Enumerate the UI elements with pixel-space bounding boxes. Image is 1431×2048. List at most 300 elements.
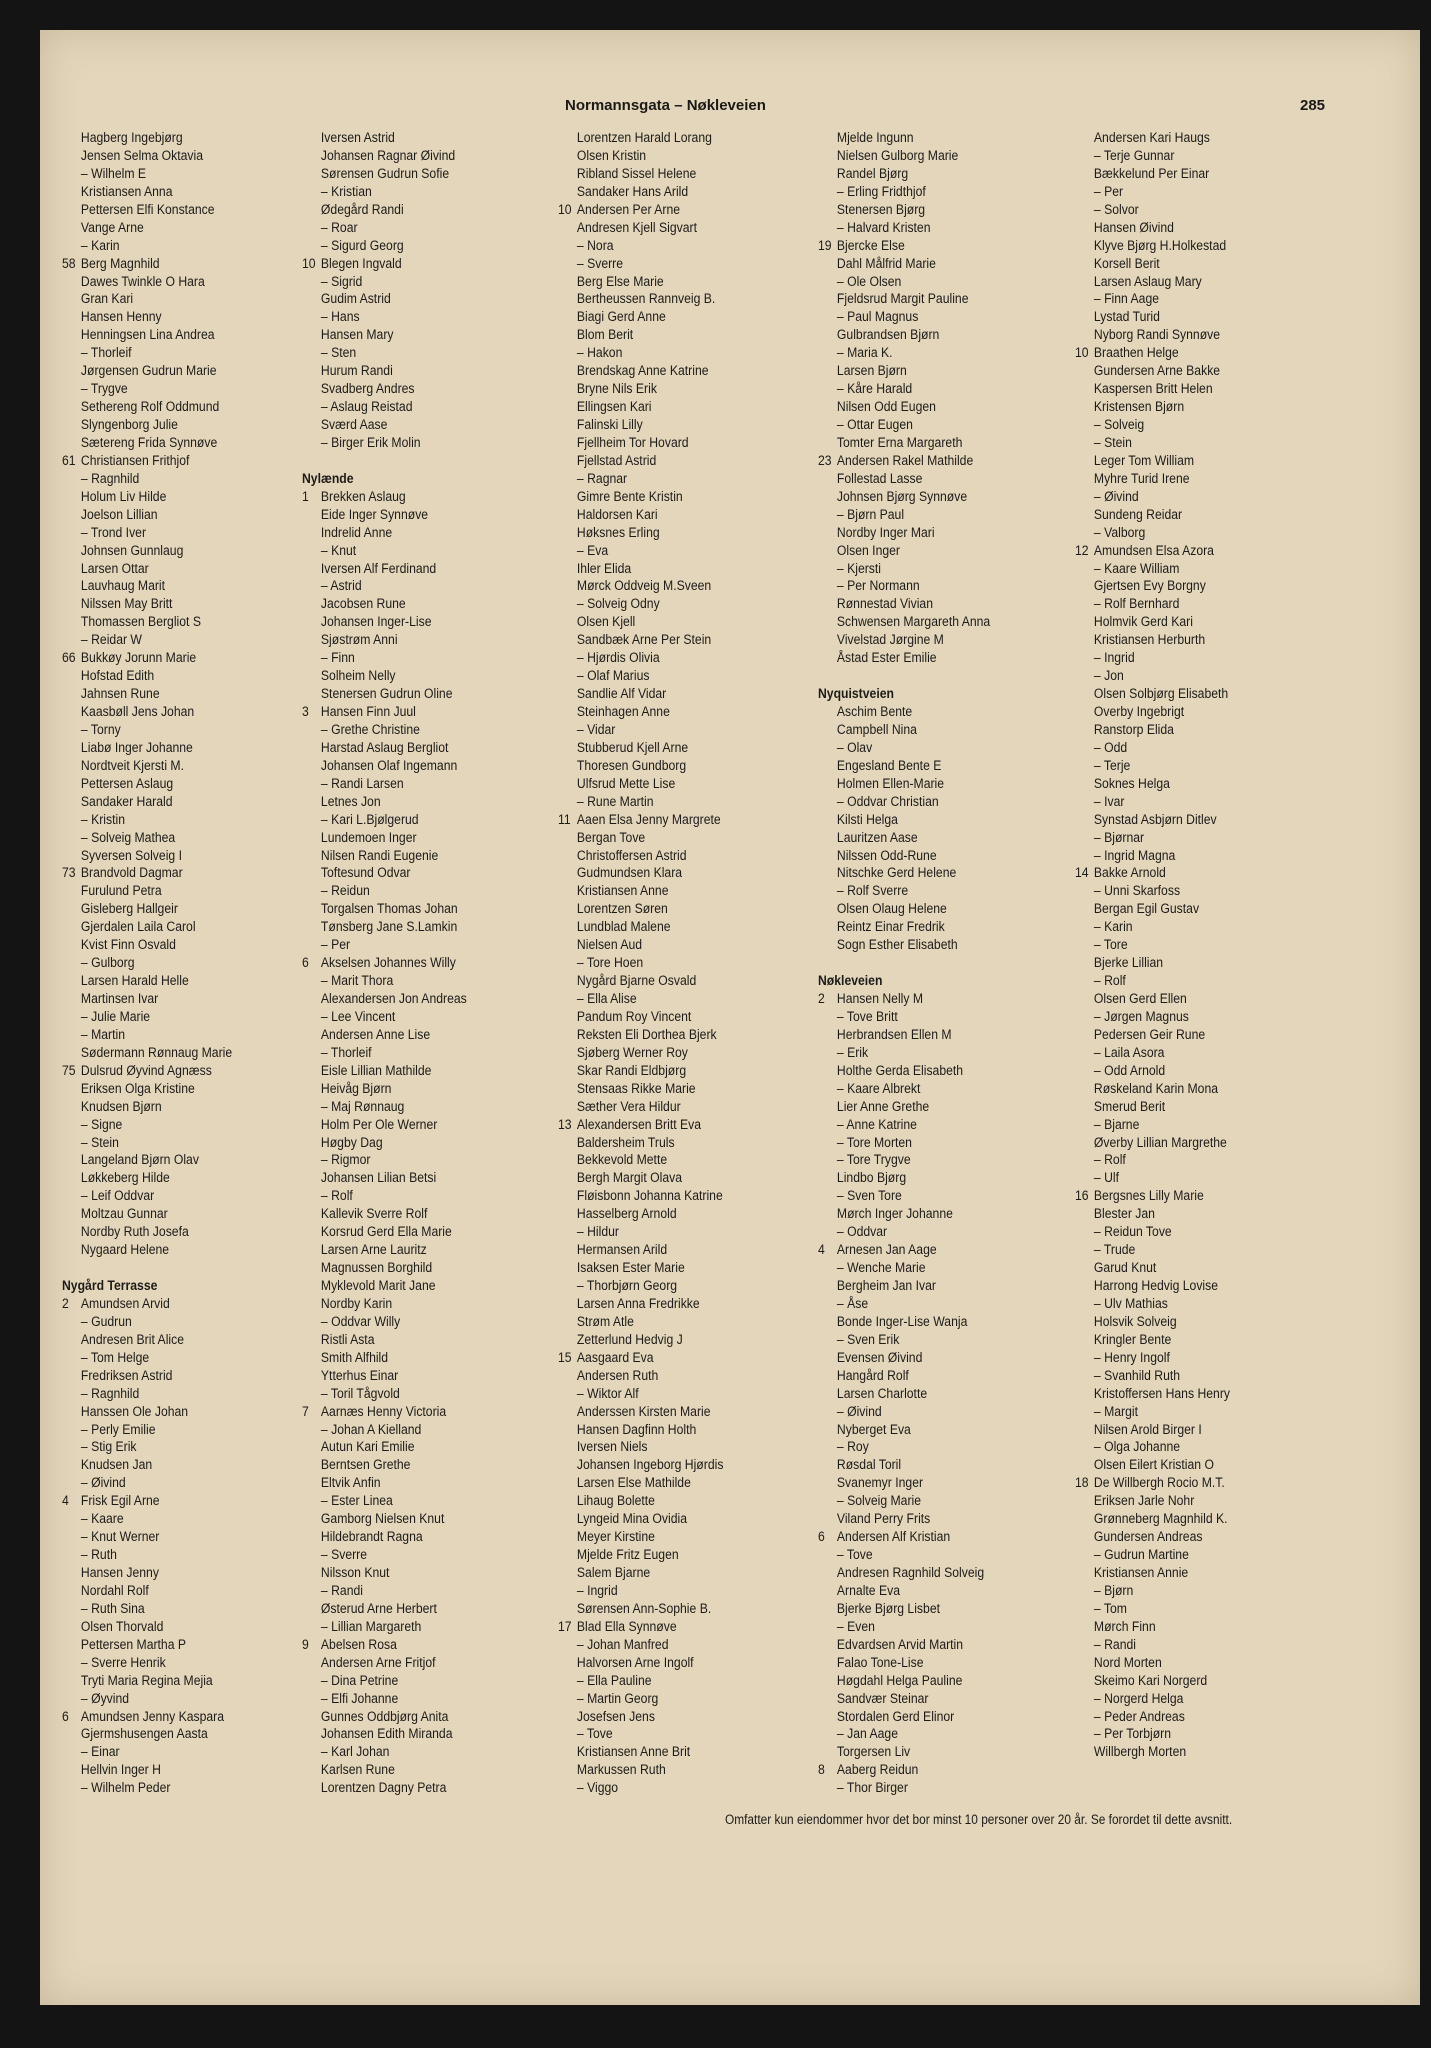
resident-name: Andresen Kjell Sigvart	[576, 219, 697, 236]
resident-name: Gundersen Arne Bakke	[1093, 363, 1221, 380]
resident-name: – Grethe Christine	[320, 721, 420, 738]
resident-name: Lundblad Malene	[576, 919, 671, 936]
resident-name: Gamborg Nielsen Knut	[320, 1511, 445, 1528]
resident-name: Akselsen Johannes Willy	[320, 955, 456, 972]
resident-name: Follestad Lasse	[836, 470, 923, 487]
resident-name: Halvorsen Arne Ingolf	[576, 1654, 694, 1671]
house-number: 6	[62, 1708, 69, 1725]
resident-name: – Birger Erik Molin	[320, 434, 421, 451]
resident-name: Reintz Einar Fredrik	[836, 919, 945, 936]
resident-name: – Peder Andreas	[1093, 1708, 1185, 1725]
resident-name: Lier Anne Grethe	[836, 1098, 930, 1115]
resident-name: Hellvin Inger H	[80, 1762, 161, 1779]
resident-name: Gundersen Andreas	[1093, 1529, 1203, 1546]
resident-name: Gran Kari	[80, 291, 134, 308]
resident-name: Joelson Lillian	[80, 506, 158, 523]
resident-name: – Stein	[80, 1134, 119, 1151]
resident-name: – Sverre	[576, 255, 624, 272]
resident-name: Nordby Ruth Josefa	[80, 1224, 189, 1241]
resident-name: Nitschke Gerd Helene	[836, 865, 957, 882]
house-number: 14	[1075, 865, 1089, 882]
resident-name: – Øyvind	[80, 1690, 130, 1707]
resident-name: – Ingrid	[576, 1582, 618, 1599]
resident-name: Olsen Inger	[836, 542, 900, 559]
resident-name: Andersen Ruth	[576, 1367, 659, 1384]
resident-name: – Sverre	[320, 1547, 368, 1564]
resident-name: Tomter Erna Margareth	[836, 434, 963, 451]
resident-name: – Vidar	[576, 721, 616, 738]
resident-name: Myhre Turid Irene	[1093, 470, 1190, 487]
resident-name: Bekkevold Mette	[576, 1152, 668, 1169]
resident-name: – Øivind	[80, 1475, 126, 1492]
resident-name: Sætereng Frida Synnøve	[80, 434, 218, 451]
page-title: Normannsgata – Nøkleveien	[565, 97, 766, 114]
resident-name: Sørensen Ann-Sophie B.	[576, 1600, 712, 1617]
resident-name: Jahnsen Rune	[80, 686, 160, 703]
resident-name: Larsen Ottar	[80, 560, 149, 577]
resident-name: Skar Randi Eldbjørg	[576, 1062, 687, 1079]
resident-name: – Tore	[1093, 937, 1128, 954]
resident-name: Ødegård Randi	[320, 201, 404, 218]
resident-name: – Laila Asora	[1093, 1044, 1165, 1061]
resident-name: Brekken Aslaug	[320, 488, 406, 505]
resident-name: Sandvær Steinar	[836, 1690, 929, 1707]
resident-name: Pettersen Aslaug	[80, 775, 174, 792]
resident-name: – Perly Emilie	[80, 1421, 156, 1438]
resident-name: Røsdal Toril	[836, 1457, 902, 1474]
resident-name: Larsen Arne Lauritz	[320, 1242, 427, 1259]
house-entry	[558, 812, 769, 830]
house-entry	[1075, 1475, 1286, 1493]
resident-name: Hanssen Ole Johan	[80, 1403, 189, 1420]
resident-name: – Tore Trygve	[836, 1152, 911, 1169]
resident-name: Biagi Gerd Anne	[576, 309, 666, 326]
resident-name: Sundeng Reidar	[1093, 506, 1183, 523]
resident-name: Eltvik Anfin	[320, 1475, 381, 1492]
resident-name: Aasgaard Eva	[576, 1349, 654, 1366]
resident-name: Åstad Ester Emilie	[836, 650, 937, 667]
house-number: 10	[558, 201, 572, 218]
house-entry	[1075, 1188, 1286, 1206]
resident-name: Andersen Alf Kristian	[836, 1529, 951, 1546]
resident-name: – Stig Erik	[80, 1439, 137, 1456]
resident-name: – Svanhild Ruth	[1093, 1367, 1181, 1384]
resident-name: Nilsen Odd Eugen	[836, 399, 936, 416]
resident-name: – Kristin	[80, 811, 125, 828]
resident-name: – Rolf Sverre	[836, 883, 909, 900]
resident-name: – Toril Tågvold	[320, 1385, 400, 1402]
resident-name: – Roar	[320, 219, 358, 236]
resident-name: – Ole Olsen	[836, 273, 902, 290]
resident-name: Kristensen Bjørn	[1093, 399, 1185, 416]
resident-name: – Oddvar Christian	[836, 793, 939, 810]
resident-name: Kaasbøll Jens Johan	[80, 704, 195, 720]
resident-name: Johnsen Bjørg Synnøve	[836, 488, 968, 505]
house-number: 2	[818, 991, 825, 1007]
resident-name: Overby Ingebrigt	[1093, 704, 1185, 720]
resident-name: Lorentzen Harald Lorang	[576, 130, 712, 146]
resident-name: Hagberg Ingebjørg	[80, 130, 183, 146]
house-number: 1	[302, 488, 309, 505]
resident-name: Hofstad Edith	[80, 668, 155, 685]
resident-name: – Solveig Mathea	[80, 829, 176, 846]
resident-name: Smerud Berit	[1093, 1098, 1166, 1115]
resident-name: Skeimo Kari Norgerd	[1093, 1672, 1208, 1689]
footnote: Omfatter kun eiendommer hvor det bor minst 10 personer over 20 år. Se forordet til dette avsnitt.	[725, 1812, 1233, 1827]
resident-name: – Karin	[1093, 919, 1133, 936]
resident-name: Eide Inger Synnøve	[320, 506, 429, 523]
resident-name: Jacobsen Rune	[320, 596, 406, 613]
resident-name: Pettersen Martha P	[80, 1636, 187, 1653]
resident-name: Bergan Tove	[576, 829, 646, 846]
resident-name: Nielsen Aud	[576, 937, 643, 954]
resident-name: Baldersheim Truls	[576, 1134, 675, 1151]
resident-name: Andersen Rakel Mathilde	[836, 452, 974, 469]
house-number: 61	[62, 452, 76, 469]
resident-name: – Rolf	[320, 1188, 353, 1205]
resident-name: – Roy	[836, 1439, 869, 1456]
resident-name: – Oddvar Willy	[320, 1313, 401, 1330]
house-entry	[302, 955, 513, 973]
resident-name: Meyer Kirstine	[576, 1529, 655, 1546]
house-number: 9	[302, 1636, 309, 1653]
resident-name: Vivelstad Jørgine M	[836, 632, 944, 649]
resident-name: – Anne Katrine	[836, 1116, 917, 1133]
resident-name: Edvardsen Arvid Martin	[836, 1636, 964, 1653]
resident-name: Indrelid Anne	[320, 524, 393, 541]
resident-name: – Valborg	[1093, 524, 1146, 541]
resident-name: – Rolf	[1093, 1152, 1126, 1169]
house-number: 4	[62, 1493, 69, 1510]
resident-name: Korsrud Gerd Ella Marie	[320, 1224, 452, 1241]
resident-name: Kristiansen Anne Brit	[576, 1744, 691, 1761]
resident-name: Olsen Kjell	[576, 614, 636, 631]
resident-name: Pettersen Elfi Konstance	[80, 201, 215, 218]
resident-name: – Ivar	[1093, 793, 1125, 810]
resident-name: Bryne Nils Erik	[576, 381, 657, 398]
resident-name: Hermansen Arild	[576, 1242, 668, 1259]
house-entry	[62, 453, 273, 471]
resident-name: Fløisbonn Johanna Katrine	[576, 1188, 723, 1205]
resident-name: Karlsen Rune	[320, 1762, 395, 1779]
resident-name: Strøm Atle	[576, 1313, 634, 1330]
resident-name: Bukkøy Jorunn Marie	[80, 650, 197, 667]
resident-name: Salem Bjarne	[576, 1565, 651, 1581]
resident-name: Stenersen Bjørg	[836, 201, 926, 218]
resident-name: Nordahl Rolf	[80, 1582, 149, 1599]
resident-name: Brendskag Anne Katrine	[576, 363, 709, 380]
resident-name: – Jan Aage	[836, 1726, 898, 1743]
directory-column-3	[558, 130, 803, 1798]
resident-name: Jensen Selma Oktavia	[80, 147, 203, 164]
resident-name: – Thorbjørn Georg	[576, 1278, 678, 1294]
resident-name: Gunnes Oddbjørg Anita	[320, 1708, 449, 1725]
resident-name: – Sven Tore	[836, 1188, 902, 1205]
resident-name: Nielsen Gulborg Marie	[836, 147, 959, 164]
resident-name: – Ulv Mathias	[1093, 1295, 1168, 1312]
house-entry	[302, 489, 513, 507]
resident-name: – Reidun Tove	[1093, 1224, 1172, 1241]
resident-name: – Reidun	[320, 883, 370, 900]
resident-name: Magnussen Borghild	[320, 1260, 433, 1277]
directory-column-5	[1075, 130, 1320, 1762]
resident-name: Larsen Anna Fredrikke	[576, 1295, 700, 1312]
resident-name: – Jon	[1093, 668, 1124, 685]
resident-name: Solheim Nelly	[320, 668, 396, 685]
resident-name: Nilssen Odd-Rune	[836, 847, 937, 864]
resident-name: Kallevik Sverre Rolf	[320, 1206, 428, 1223]
resident-name: Røskeland Karin Mona	[1093, 1080, 1219, 1097]
resident-name: Martinsen Ivar	[80, 991, 159, 1007]
resident-name: Høgby Dag	[320, 1134, 383, 1151]
blank-line	[302, 453, 513, 471]
resident-name: Bjercke Else	[836, 237, 905, 254]
resident-name: Lyngeid Mina Ovidia	[576, 1511, 688, 1528]
resident-name: Thoresen Gundborg	[576, 757, 687, 774]
resident-name: Harstad Aslaug Bergliot	[320, 739, 449, 756]
resident-name: Willbergh Morten	[1093, 1744, 1187, 1761]
resident-name: – Johan A Kielland	[320, 1421, 422, 1438]
resident-name: – Åse	[836, 1295, 869, 1312]
resident-name: Svadberg Andres	[320, 381, 415, 398]
resident-name: Nygård Bjarne Osvald	[576, 973, 697, 990]
resident-name: Hurum Randi	[320, 363, 393, 380]
resident-name: Johansen Inger-Lise	[320, 614, 432, 631]
house-number: 10	[1075, 345, 1089, 362]
resident-name: Bertheussen Rannveig B.	[576, 291, 716, 308]
resident-name: Furulund Petra	[80, 883, 162, 900]
resident-name: Amundsen Arvid	[80, 1295, 170, 1312]
resident-name: Dahl Målfrid Marie	[836, 255, 936, 272]
resident-name: Gudim Astrid	[320, 291, 391, 308]
resident-name: – Erik	[836, 1044, 869, 1061]
resident-name: Reksten Eli Dorthea Bjerk	[576, 1026, 717, 1043]
resident-name: Larsen Else Mathilde	[576, 1475, 691, 1492]
house-entry	[558, 1350, 769, 1368]
resident-name: – Viggo	[576, 1780, 619, 1797]
resident-name: – Signe	[80, 1116, 123, 1133]
resident-name: Johansen Ragnar Øivind	[320, 147, 456, 164]
resident-name: Smith Alfhild	[320, 1349, 389, 1366]
resident-name: – Maj Rønnaug	[320, 1098, 405, 1115]
resident-name: Torgalsen Thomas Johan	[320, 901, 458, 918]
resident-name: Braathen Helge	[1093, 345, 1179, 362]
resident-name: Holum Liv Hilde	[80, 488, 167, 505]
resident-name: Lorentzen Søren	[576, 901, 668, 918]
resident-name: Stenersen Gudrun Oline	[320, 686, 453, 703]
resident-name: – Tove	[576, 1726, 613, 1743]
resident-name: Ihler Elida	[576, 560, 632, 577]
resident-name: – Olga Johanne	[1093, 1439, 1181, 1456]
resident-name: Larsen Bjørn	[836, 363, 907, 380]
house-entry	[818, 1529, 1029, 1547]
house-entry	[818, 1242, 1029, 1260]
resident-name: – Hans	[320, 309, 360, 326]
resident-name: – Ingrid Magna	[1093, 847, 1176, 864]
resident-name: Andersen Kari Haugs	[1093, 130, 1210, 146]
house-entry	[558, 1117, 769, 1135]
resident-name: Knudsen Jan	[80, 1457, 153, 1474]
resident-name: Østerud Arne Herbert	[320, 1600, 437, 1617]
resident-name: – Oddvar	[836, 1224, 888, 1241]
resident-name: Mjelde Fritz Eugen	[576, 1547, 679, 1564]
resident-name: Holthe Gerda Elisabeth	[836, 1062, 964, 1079]
resident-name: – Olav	[836, 739, 873, 756]
house-entry	[558, 202, 769, 220]
resident-name: Kvist Finn Osvald	[80, 937, 176, 954]
resident-name: Josefsen Jens	[576, 1708, 655, 1725]
resident-name: Lauritzen Aase	[836, 829, 918, 846]
resident-name: Johansen Lilian Betsi	[320, 1170, 437, 1187]
resident-name: Lorentzen Dagny Petra	[320, 1780, 447, 1797]
resident-name: Hansen Jenny	[80, 1565, 159, 1581]
resident-name: Lihaug Bolette	[576, 1493, 655, 1510]
resident-name: – Trude	[1093, 1242, 1136, 1259]
resident-name: Arnesen Jan Aage	[836, 1242, 937, 1259]
resident-name: Evensen Øivind	[836, 1349, 923, 1366]
resident-name: Lystad Turid	[1093, 309, 1160, 326]
house-entry	[62, 1709, 273, 1727]
resident-name: – Tore Morten	[836, 1134, 912, 1151]
resident-name: Nilssen May Britt	[80, 596, 173, 613]
resident-name: – Jørgen Magnus	[1093, 1008, 1189, 1025]
resident-name: Autun Kari Emilie	[320, 1439, 415, 1456]
resident-name: – Ruth	[80, 1547, 117, 1564]
resident-name: Anderssen Kirsten Marie	[576, 1403, 711, 1420]
resident-name: – Randi	[1093, 1636, 1136, 1653]
house-entry	[818, 238, 1029, 256]
resident-name: Vange Arne	[80, 219, 144, 236]
resident-name: Gimre Bente Kristin	[576, 488, 683, 505]
resident-name: – Ragnhild	[80, 470, 140, 487]
house-entry	[302, 256, 513, 274]
resident-name: Fjellheim Tor Hovard	[576, 434, 689, 451]
resident-name: Frisk Egil Arne	[80, 1493, 160, 1510]
resident-name: Aarnæs Henny Victoria	[320, 1403, 447, 1420]
resident-name: – Øivind	[836, 1403, 882, 1420]
resident-name: Garud Knut	[1093, 1260, 1157, 1277]
resident-name: Knudsen Bjørn	[80, 1098, 162, 1115]
resident-name: – Solveig Marie	[836, 1493, 922, 1510]
house-entry	[1075, 543, 1286, 561]
resident-name: – Margit	[1093, 1403, 1138, 1420]
resident-name: De Willbergh Rocio M.T.	[1093, 1475, 1225, 1492]
directory-column-4	[818, 130, 1063, 1798]
resident-name: Abelsen Rosa	[320, 1636, 397, 1653]
resident-name: – Thorleif	[80, 345, 132, 362]
resident-name: Kristiansen Annie	[1093, 1565, 1189, 1581]
resident-name: – Ester Linea	[320, 1493, 393, 1510]
resident-name: Larsen Aslaug Mary	[1093, 273, 1202, 290]
resident-name: – Sigurd Georg	[320, 237, 404, 254]
resident-name: – Finn Aage	[1093, 291, 1160, 308]
resident-name: Christoffersen Astrid	[576, 847, 687, 864]
resident-name: Letnes Jon	[320, 793, 381, 810]
resident-name: Henningsen Lina Andrea	[80, 327, 215, 344]
resident-name: Bakke Arnold	[1093, 865, 1166, 882]
resident-name: Kristoffersen Hans Henry	[1093, 1385, 1231, 1402]
resident-name: – Unni Skarfoss	[1093, 883, 1181, 900]
resident-name: Løkkeberg Hilde	[80, 1170, 170, 1187]
house-entry	[62, 865, 273, 883]
resident-name: – Trond Iver	[80, 524, 147, 541]
resident-name: Nyborg Randi Synnøve	[1093, 327, 1221, 344]
house-number: 7	[302, 1403, 309, 1420]
resident-name: – Odd Arnold	[1093, 1062, 1166, 1079]
resident-name: Christiansen Frithjof	[80, 452, 190, 469]
resident-name: Nord Morten	[1093, 1654, 1162, 1671]
resident-name: Toftesund Odvar	[320, 865, 411, 882]
resident-name: – Einar	[80, 1744, 120, 1761]
resident-name: Dawes Twinkle O Hara	[80, 273, 205, 290]
resident-name: Gjermshusengen Aasta	[80, 1726, 208, 1743]
directory-column-1	[62, 130, 307, 1798]
resident-name: – Kåre Harald	[836, 381, 913, 398]
resident-name: Bjerke Bjørg Lisbet	[836, 1600, 940, 1617]
resident-name: Kristiansen Anna	[80, 183, 173, 200]
resident-name: Rønnestad Vivian	[836, 596, 934, 613]
resident-name: Berg Magnhild	[80, 255, 160, 272]
resident-name: Campbell Nina	[836, 721, 917, 738]
resident-name: Viland Perry Frits	[836, 1511, 931, 1528]
resident-name: Kristiansen Anne	[576, 883, 669, 900]
resident-name: – Rolf Bernhard	[1093, 596, 1180, 613]
resident-name: Sødermann Rønnaug Marie	[80, 1044, 233, 1061]
resident-name: Olsen Solbjørg Elisabeth	[1093, 686, 1229, 703]
resident-name: Heivåg Bjørn	[320, 1080, 392, 1097]
resident-name: – Tore Hoen	[576, 955, 644, 972]
resident-name: Iversen Astrid	[320, 130, 395, 146]
resident-name: – Lee Vincent	[320, 1008, 396, 1025]
resident-name: Sandlie Alf Vidar	[576, 686, 667, 703]
resident-name: Blad Ella Synnøve	[576, 1618, 677, 1635]
house-number: 23	[818, 452, 832, 469]
resident-name: – Olaf Marius	[576, 668, 650, 685]
resident-name: Gjerdalen Laila Carol	[80, 919, 196, 936]
resident-name: – Rolf	[1093, 973, 1126, 990]
house-number: 16	[1075, 1188, 1089, 1205]
page-number: 285	[1300, 97, 1326, 114]
house-number: 3	[302, 704, 309, 720]
resident-name: – Ottar Eugen	[836, 417, 913, 433]
resident-name: Hansen Dagfinn Holth	[576, 1421, 697, 1438]
house-number: 6	[302, 955, 309, 972]
resident-name: Bergan Egil Gustav	[1093, 901, 1200, 918]
resident-name: Kaspersen Britt Helen	[1093, 381, 1213, 398]
resident-name: Korsell Berit	[1093, 255, 1160, 272]
street-heading: Nøkleveien	[818, 973, 883, 990]
resident-name: Nordby Karin	[320, 1295, 393, 1312]
house-entry	[818, 991, 1029, 1009]
resident-name: – Bjørnar	[1093, 829, 1145, 846]
resident-name: – Kaare William	[1093, 560, 1180, 577]
resident-name: – Sven Erik	[836, 1331, 900, 1348]
house-number: 58	[62, 255, 76, 272]
resident-name: – Bjørn Paul	[836, 506, 905, 523]
resident-name: Andersen Arne Fritjof	[320, 1654, 436, 1671]
resident-name: Mørck Oddveig M.Sveen	[576, 578, 712, 595]
resident-name: Markussen Ruth	[576, 1762, 666, 1779]
resident-name: – Julie Marie	[80, 1008, 151, 1025]
resident-name: Bækkelund Per Einar	[1093, 165, 1210, 182]
house-entry	[62, 256, 273, 274]
resident-name: Olsen Thorvald	[80, 1618, 164, 1635]
resident-name: Aaberg Reidun	[836, 1762, 919, 1779]
resident-name: – Bjarne	[1093, 1116, 1140, 1133]
resident-name: Tryti Maria Regina Mejia	[80, 1672, 213, 1689]
resident-name: Kringler Bente	[1093, 1331, 1172, 1348]
resident-name: – Finn	[320, 650, 355, 667]
